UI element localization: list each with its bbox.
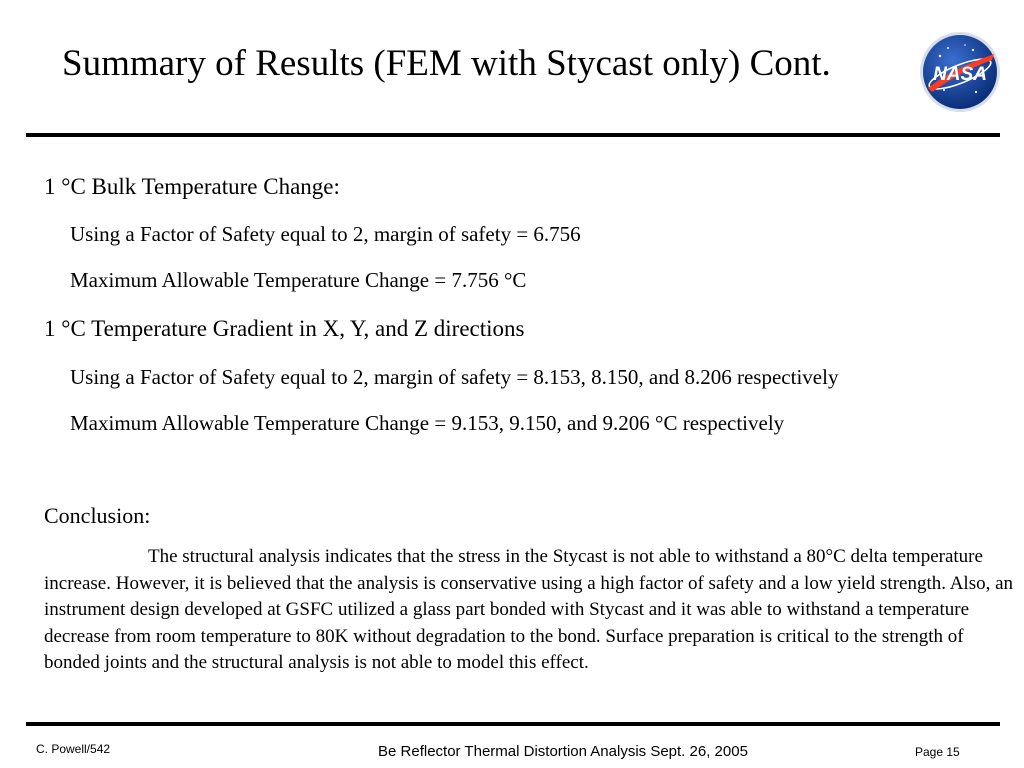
- nasa-logo-text: NASA: [933, 64, 987, 85]
- nasa-meatball-icon: [918, 30, 1002, 114]
- bulk-margin-line: Using a Factor of Safety equal to 2, margin of safety = 6.756: [70, 222, 581, 246]
- gradient-margin-line: Using a Factor of Safety equal to 2, margin of safety = 8.153, 8.150, and 8.206 respectively: [70, 365, 839, 389]
- footer-author: C. Powell/542: [36, 742, 111, 756]
- footer-page-number: Page 15: [915, 745, 960, 759]
- slide-title: Summary of Results (FEM with Stycast only) Cont.: [62, 43, 831, 84]
- bulk-max-temp-line: Maximum Allowable Temperature Change = 7.756 °C: [70, 268, 527, 292]
- conclusion-paragraph: [44, 544, 1014, 677]
- section-heading-bulk: 1 °C Bulk Temperature Change:: [44, 174, 340, 199]
- footer-divider: [26, 722, 1000, 726]
- conclusion-heading: Conclusion:: [44, 503, 151, 528]
- title-divider: [26, 133, 1000, 137]
- section-heading-gradient: 1 °C Temperature Gradient in X, Y, and Z directions: [44, 316, 525, 341]
- footer-title-date: Be Reflector Thermal Distortion Analysis Sept. 26, 2005: [378, 743, 748, 760]
- gradient-max-temp-line: Maximum Allowable Temperature Change = 9.153, 9.150, and 9.206 °C respectively: [70, 411, 785, 435]
- nasa-logo: [918, 30, 1002, 114]
- conclusion-text: The structural analysis indicates that the stress in the Stycast is not able to withstand a 80°C delta temperature increase. However, it is believed that the analysis is conservative using a high factor of safety and a low yield strength. Also, an instrument design developed at GSFC utilized a glass part bonded with Stycast and it was able to withstand a temperature decrease from room temperature to 80K without degradation to the bond. Surface preparation is critical to the strength of bonded joints and the structural analysis is not able to model this effect.: [44, 546, 1014, 673]
